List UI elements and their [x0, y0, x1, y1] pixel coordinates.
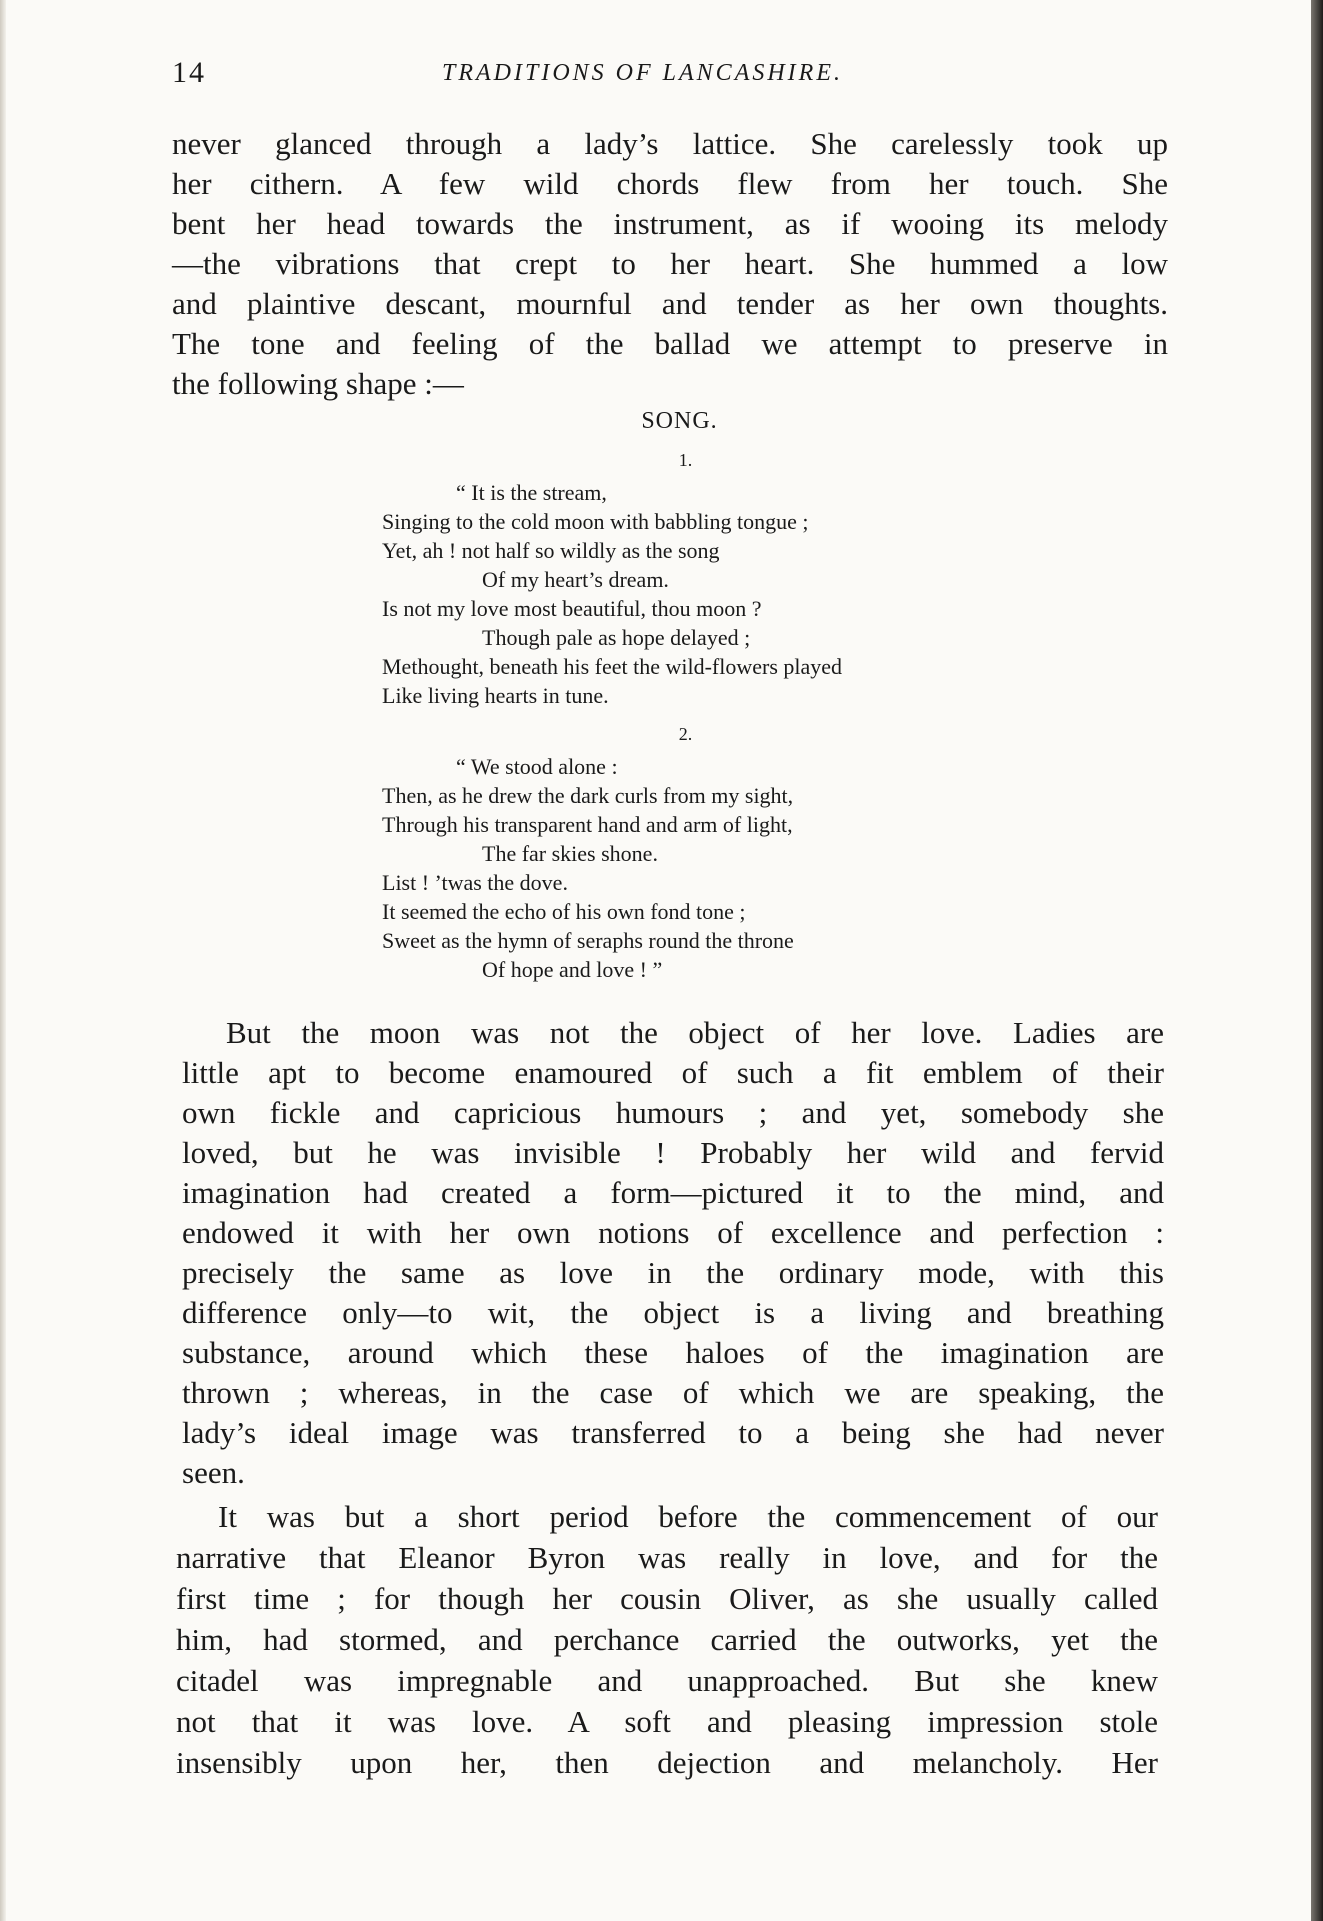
text-line: —the vibrations that crept to her heart. She hummed a low	[172, 246, 1168, 281]
verse-line: Like living hearts in tune.	[382, 683, 609, 708]
text-line: little apt to become enamoured of such a fit emblem of their	[182, 1055, 1164, 1090]
verse-line: Methought, beneath his feet the wild-flowers played	[382, 654, 843, 679]
text-line: It was but a short period before the commencement of our	[218, 1499, 1158, 1534]
verse-line: Then, as he drew the dark curls from my sight,	[382, 783, 794, 808]
text-line: lady’s ideal image was transferred to a being she had never	[182, 1415, 1164, 1450]
text-line: citadel was impregnable and unapproached. But she knew	[176, 1663, 1158, 1698]
text-line: own fickle and capricious humours ; and yet, somebody she	[182, 1095, 1164, 1130]
text-line: the following shape :—	[172, 366, 464, 401]
running-title: TRADITIONS OF LANCASHIRE.	[442, 60, 843, 86]
stanza-number: 1.	[678, 450, 693, 470]
text-line: first time ; for though her cousin Oliver, as she usually called	[176, 1581, 1158, 1616]
text-line: him, had stormed, and perchance carried the outworks, yet the	[176, 1622, 1158, 1657]
verse-line: Singing to the cold moon with babbling tongue ;	[382, 509, 809, 534]
verse-line: Though pale as hope delayed ;	[482, 625, 751, 650]
text-line: not that it was love. A soft and pleasing impression stole	[176, 1704, 1158, 1739]
text-line: insensibly upon her, then dejection and melancholy. Her	[176, 1745, 1158, 1780]
text-line: narrative that Eleanor Byron was really in love, and for the	[176, 1540, 1158, 1575]
text-line: endowed it with her own notions of excellence and perfection :	[182, 1215, 1164, 1250]
text-line: The tone and feeling of the ballad we attempt to preserve in	[172, 326, 1168, 361]
stanza-number: 2.	[678, 724, 693, 744]
verse-line: Of my heart’s dream.	[482, 567, 669, 592]
page-left-edge	[0, 0, 6, 1921]
verse-line: It seemed the echo of his own fond tone ;	[382, 899, 746, 924]
verse-line: Yet, ah ! not half so wildly as the song	[382, 538, 720, 563]
text-line: substance, around which these haloes of the imagination are	[182, 1335, 1164, 1370]
text-line: and plaintive descant, mournful and tender as her own thoughts.	[172, 286, 1168, 321]
stanza-1	[382, 478, 842, 710]
text-line: precisely the same as love in the ordinary mode, with this	[182, 1255, 1164, 1290]
verse-line: Sweet as the hymn of seraphs round the throne	[382, 928, 794, 953]
song-heading: SONG.	[641, 408, 718, 434]
verse-line: List ! ’twas the dove.	[382, 870, 568, 895]
verse-line: The far skies shone.	[482, 841, 658, 866]
verse-line: Is not my love most beautiful, thou moon ?	[382, 596, 762, 621]
verse-line: “ We stood alone :	[456, 754, 618, 779]
text-line: never glanced through a lady’s lattice. She carelessly took up	[172, 126, 1168, 161]
verse-line: Of hope and love ! ”	[482, 957, 663, 982]
text-line: imagination had created a form—pictured it to the mind, and	[182, 1175, 1164, 1210]
verse-line: “ It is the stream,	[456, 480, 607, 505]
text-line: her cithern. A few wild chords flew from her touch. She	[172, 166, 1168, 201]
text-line: thrown ; whereas, in the case of which we are speaking, the	[182, 1375, 1164, 1410]
text-line: difference only—to wit, the object is a living and breathing	[182, 1295, 1164, 1330]
page-header	[172, 56, 1172, 96]
text-line: But the moon was not the object of her love. Ladies are	[226, 1015, 1164, 1050]
stanza-2	[382, 752, 794, 984]
verse-line: Through his transparent hand and arm of light,	[382, 812, 793, 837]
text-line: bent her head towards the instrument, as if wooing its melody	[172, 206, 1168, 241]
text-line: seen.	[182, 1455, 245, 1490]
text-line: loved, but he was invisible ! Probably her wild and fervid	[182, 1135, 1164, 1170]
page-right-edge	[1311, 0, 1323, 1921]
page-number: 14	[172, 56, 206, 89]
